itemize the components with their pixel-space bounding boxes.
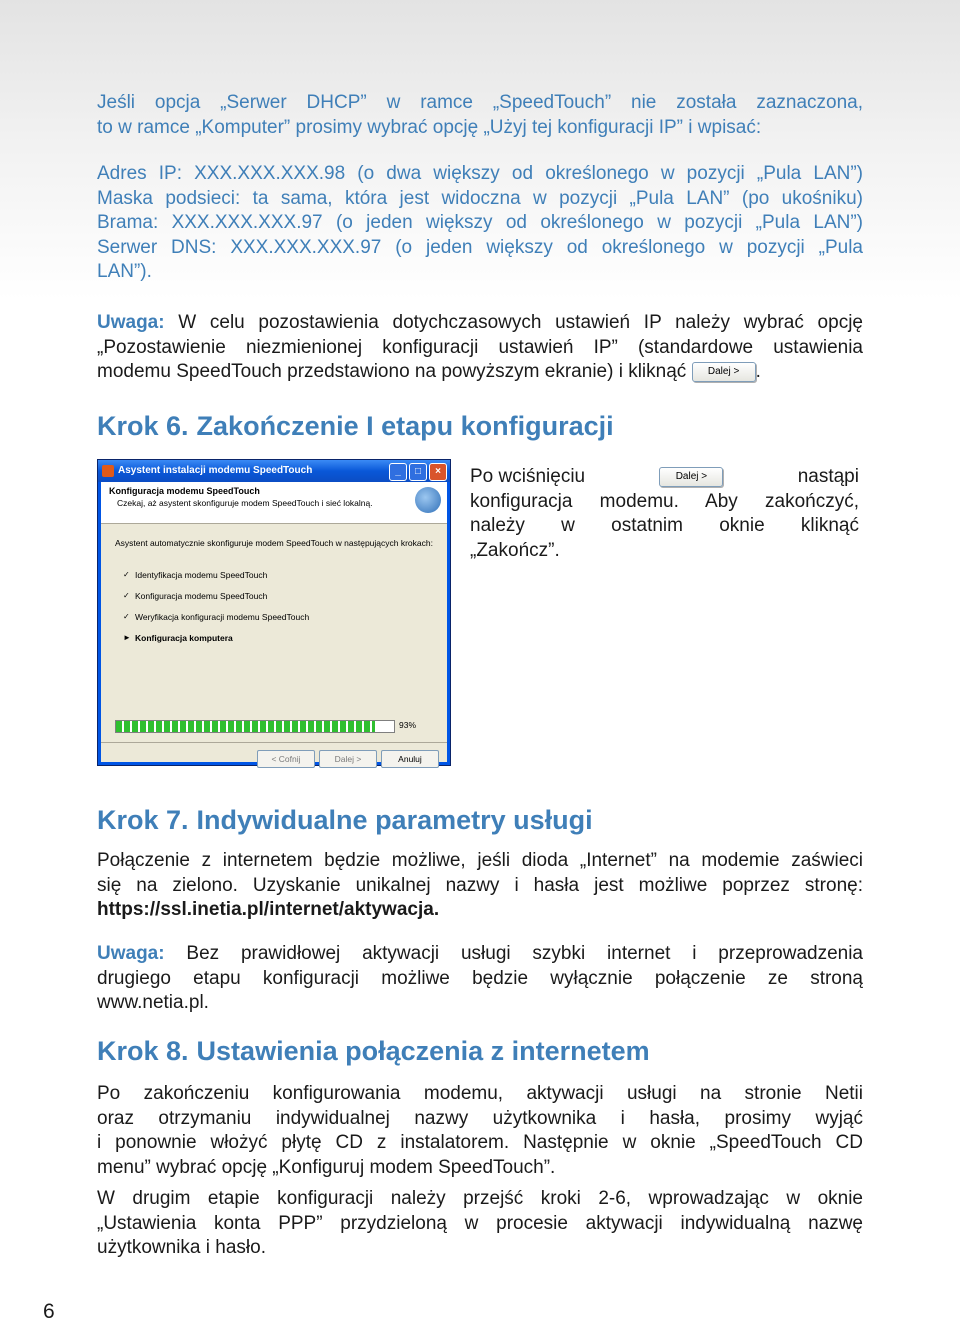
step-6-line-2: konfiguracja modemu. Aby zakończyć, <box>470 490 859 512</box>
step-8-number: Krok 8. <box>97 1036 189 1066</box>
installer-body <box>101 482 447 762</box>
page-number: 6 <box>43 1300 55 1323</box>
note-1-line-1 <box>97 311 863 336</box>
note-2-line-2: drugiego etapu konfiguracji możliwe będzie wyłącznie połączenie ze stroną <box>97 967 863 989</box>
installer-step-label: Konfiguracja komputera <box>135 633 233 643</box>
installer-step-label: Konfiguracja modemu SpeedTouch <box>135 591 268 601</box>
installer-titlebar <box>98 460 450 482</box>
note-1-period: . <box>755 361 761 382</box>
step-6-text-1: Po wciśnięciu <box>470 466 586 487</box>
step-8-p1-line: i ponownie włożyć płytę CD z instalatorem. Następnie w oknie „SpeedTouch CD <box>97 1132 863 1153</box>
note-1-line-3 <box>97 360 863 385</box>
step-8-p2-line: W drugim etapie konfiguracji należy przejść kroki 2-6, wprowadzając w oknie <box>97 1188 863 1209</box>
installer-title: Asystent instalacji modemu SpeedTouch <box>118 465 313 476</box>
note-2 <box>97 942 863 1016</box>
intro-line-2: to w ramce „Komputer” prosimy wybrać opcję „Użyj tej konfiguracji IP” i wpisać: <box>97 116 762 138</box>
step-6-text <box>470 465 859 563</box>
installer-window <box>97 459 451 766</box>
note-1-text-1: W celu pozostawienia dotychczasowych ustawień IP należy wybrać opcję <box>178 312 863 333</box>
next-button-inline[interactable]: Dalej > <box>692 362 756 382</box>
checkmark-icon: ✓ <box>123 591 130 600</box>
installer-header-subtitle: Czekaj, aż asystent skonfiguruje modem SpeedTouch i sieć lokalną. <box>117 498 373 508</box>
note-1-line-2: „Pozostawienie niezmienionej konfiguracji ustawień IP” (standardowe ustawienia <box>97 336 863 358</box>
next-button-inline[interactable]: Dalej > <box>659 467 723 487</box>
installer-step-label: Identyfikacja modemu SpeedTouch <box>135 570 268 580</box>
arrow-right-icon: ► <box>123 633 131 642</box>
intro-paragraph <box>97 91 863 140</box>
ip-address-line: Adres IP: XXX.XXX.XXX.98 (o dwa większy od określonego w pozycji „Pula LAN”) <box>97 163 863 184</box>
gateway-line: Brama: XXX.XXX.XXX.97 (o jeden większy od określonego w pozycji „Pula LAN”) <box>97 212 863 233</box>
activation-link[interactable]: https://ssl.inetia.pl/internet/aktywacja. <box>97 899 440 920</box>
step-7-line-2: się na zielono. Uzyskanie unikalnej nazwy i hasła jest możliwe poprzez stronę: <box>97 874 863 896</box>
step-7-paragraph <box>97 849 863 923</box>
step-8-p1-line: Po zakończeniu konfigurowania modemu, aktywacji usługi na stronie Netii <box>97 1083 863 1104</box>
installer-buttons <box>257 750 439 768</box>
step-7-heading <box>97 805 593 836</box>
note-2-text-1: Bez prawidłowej aktywacji usługi szybki internet i przeprowadzenia <box>186 943 863 964</box>
installer-step-current <box>123 633 447 654</box>
minimize-icon[interactable]: _ <box>389 463 407 481</box>
note-label: Uwaga: <box>97 312 165 333</box>
step-8-paragraph-1 <box>97 1082 863 1180</box>
ip-settings-block <box>97 162 863 285</box>
note-1-text-3: modemu SpeedTouch przedstawiono na powyższym ekranie) i kliknąć <box>97 361 687 382</box>
step-6-number: Krok 6. <box>97 411 189 441</box>
step-8-p1-line: oraz otrzymaniu indywidualnej nazwy użytkownika i hasła, prosimy wyjąć <box>97 1107 863 1129</box>
installer-step <box>123 570 447 591</box>
step-8-p2-line: użytkownika i hasło. <box>97 1237 266 1258</box>
back-button[interactable]: < Cofnij <box>257 750 315 768</box>
installer-intro: Asystent automatycznie skonfiguruje modem SpeedTouch w następujących krokach: <box>115 538 433 548</box>
next-button[interactable]: Dalej > <box>319 750 377 768</box>
step-6-line-4: „Zakończ”. <box>470 539 560 561</box>
installer-step-label: Weryfikacja konfiguracji modemu SpeedTouch <box>135 612 310 622</box>
step-7-line-1: Połączenie z internetem będzie możliwe, jeśli dioda „Internet” na modemie zaświeci <box>97 850 863 871</box>
note-label: Uwaga: <box>97 943 165 964</box>
installer-step <box>123 612 447 633</box>
progress-fill <box>116 721 375 732</box>
step-8-title: Ustawienia połączenia z internetem <box>196 1036 650 1066</box>
progress-bar <box>115 720 395 733</box>
close-icon[interactable]: × <box>429 463 447 481</box>
progress-percent: 93% <box>399 720 417 730</box>
maximize-icon[interactable]: □ <box>409 463 427 481</box>
cancel-button[interactable]: Anuluj <box>381 750 439 768</box>
app-icon <box>102 465 114 477</box>
step-6-heading <box>97 411 614 442</box>
dns-line: Serwer DNS: XXX.XXX.XXX.97 (o jeden większy od określonego w pozycji „Pula <box>97 236 863 258</box>
step-8-p1-line: menu” wybrać opcję „Konfiguruj modem SpeedTouch”. <box>97 1156 556 1178</box>
window-controls <box>389 463 447 481</box>
step-6-line-3: należy w ostatnim oknie kliknąć <box>470 515 859 536</box>
note-1 <box>97 311 863 385</box>
step-8-paragraph-2 <box>97 1187 863 1261</box>
step-6-title: Zakończenie I etapu konfiguracji <box>196 411 614 441</box>
intro-line-1: Jeśli opcja „Serwer DHCP” w ramce „SpeedTouch” nie została zaznaczona, <box>97 92 863 113</box>
dns-line-cont: LAN”). <box>97 261 152 282</box>
installer-steps <box>101 548 447 654</box>
step-7-number: Krok 7. <box>97 805 189 835</box>
subnet-mask-line: Maska podsieci: ta sama, która jest widoczna w pozycji „Pula LAN” (po ukośniku) <box>97 187 863 209</box>
step-8-p2-line: „Ustawienia konta PPP” przydzieloną w procesie aktywacji indywidualną nazwę <box>97 1212 863 1234</box>
speedtouch-logo-icon <box>415 487 441 513</box>
note-2-line-1 <box>97 942 863 967</box>
note-2-line-3: www.netia.pl. <box>97 992 209 1013</box>
installer-header-title: Konfiguracja modemu SpeedTouch <box>109 486 260 496</box>
installer-header <box>101 482 447 524</box>
checkmark-icon: ✓ <box>123 570 130 579</box>
step-6-text-2: nastąpi <box>797 466 859 487</box>
checkmark-icon: ✓ <box>123 612 130 621</box>
step-7-title: Indywidualne parametry usługi <box>196 805 593 835</box>
step-6-line-1 <box>470 465 859 490</box>
installer-divider <box>101 742 447 743</box>
installer-step <box>123 591 447 612</box>
step-8-heading <box>97 1036 650 1067</box>
